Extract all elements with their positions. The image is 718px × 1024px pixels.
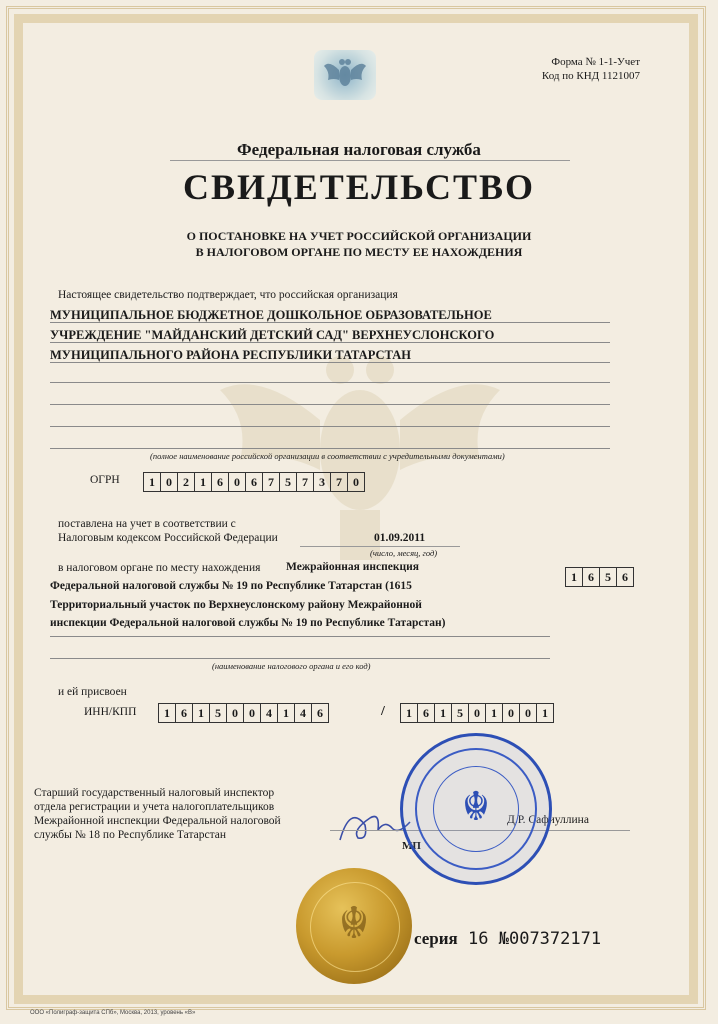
form-number: Форма № 1-1-Учет (551, 56, 640, 68)
subtitle-line-2: В НАЛОГОВОМ ОРГАНЕ ПО МЕСТУ ЕЕ НАХОЖДЕНИЯ (195, 245, 523, 259)
authority-code-digit: 5 (600, 568, 617, 586)
inn-digit: 1 (159, 704, 176, 722)
gold-seal (296, 868, 412, 984)
inn-digit: 0 (227, 704, 244, 722)
authority-line-3: Территориальный участок по Верхнеуслонскому району Межрайонной (50, 599, 422, 611)
organization-line-1: МУНИЦИПАЛЬНОЕ БЮДЖЕТНОЕ ДОШКОЛЬНОЕ ОБРАЗОВАТЕЛЬНОЕ (50, 308, 492, 322)
official-title (34, 786, 281, 842)
date-note: (число, месяц, год) (370, 548, 438, 558)
kpp-digit: 1 (542, 706, 548, 720)
inn-kpp-separator: / (381, 704, 385, 719)
kpp-digit: 0 (469, 704, 486, 722)
blue-stamp (400, 733, 552, 885)
eagle-icon (314, 50, 376, 100)
rule (50, 658, 550, 659)
registration-line-1: поставлена на учет в соответствии с (58, 518, 236, 530)
assigned-label: и ей присвоен (58, 686, 127, 698)
ogrn-digit: 2 (178, 473, 195, 491)
serial-series: 16 (468, 929, 489, 949)
registration-date: 01.09.2011 (374, 532, 426, 544)
ogrn-digit: 3 (314, 473, 331, 491)
official-line-2: отдела регистрации и учета налогоплательщиков (34, 801, 275, 813)
authority-code-boxes (565, 567, 634, 587)
ogrn-digit: 0 (229, 473, 246, 491)
certificate-subtitle (0, 228, 718, 260)
authority-note: (наименование налогового органа и его код) (212, 661, 371, 671)
registration-line-2: Налоговым кодексом Российской Федерации (58, 532, 278, 544)
kpp-digit: 0 (520, 704, 537, 722)
inn-kpp-label: ИНН/КПП (84, 706, 137, 718)
mp-label: МП (402, 840, 421, 852)
ogrn-boxes (143, 472, 365, 492)
form-identifier (542, 55, 640, 83)
ogrn-digit: 7 (263, 473, 280, 491)
ogrn-digit: 1 (144, 473, 161, 491)
form-code: Код по КНД 1121007 (541, 70, 640, 82)
inn-boxes (158, 703, 329, 723)
rule (50, 382, 610, 383)
certificate-title: СВИДЕТЕЛЬСТВО (182, 167, 536, 207)
kpp-digit: 1 (435, 704, 452, 722)
serial-label: серия (414, 929, 458, 948)
ogrn-digit: 7 (297, 473, 314, 491)
agency-underline (170, 160, 570, 161)
organization-line-3: МУНИЦИПАЛЬНОГО РАЙОНА РЕСПУБЛИКИ ТАТАРСТАН (50, 348, 411, 362)
kpp-digit: 5 (452, 704, 469, 722)
kpp-digit: 6 (418, 704, 435, 722)
authority-line-1: Межрайонная инспекция (286, 561, 419, 573)
authority-code-digit: 1 (566, 568, 583, 586)
kpp-digit: 1 (486, 704, 503, 722)
inn-digit: 5 (210, 704, 227, 722)
kpp-digit: 1 (401, 704, 418, 722)
official-line-1: Старший государственный налоговый инспектор (34, 787, 275, 799)
ogrn-digit: 0 (161, 473, 178, 491)
kpp-digit: 0 (503, 704, 520, 722)
ogrn-digit: 6 (246, 473, 263, 491)
kpp-boxes (400, 703, 554, 723)
inn-digit: 1 (278, 704, 295, 722)
official-line-3: Межрайонной инспекции Федеральной налоговой (34, 815, 281, 827)
inn-digit: 4 (261, 704, 278, 722)
official-name: Д.Р. Сафиуллина (507, 814, 589, 826)
inn-digit: 0 (244, 704, 261, 722)
authority-code-digit: 6 (622, 570, 628, 584)
ogrn-digit: 0 (353, 475, 359, 489)
authority-code-digit: 6 (583, 568, 600, 586)
rule (50, 362, 610, 363)
ogrn-digit: 6 (212, 473, 229, 491)
hologram-emblem (314, 50, 376, 100)
rule (50, 448, 610, 449)
serial-no: №007372171 (498, 929, 602, 949)
subtitle-line-1: О ПОСТАНОВКЕ НА УЧЕТ РОССИЙСКОЙ ОРГАНИЗАЦИИ (186, 229, 532, 243)
rule (50, 426, 610, 427)
organization-name (50, 305, 550, 365)
ogrn-digit: 1 (195, 473, 212, 491)
authority-line-2: Федеральной налоговой службы № 19 по Республике Татарстан (1615 (50, 580, 412, 592)
organization-line-2: УЧРЕЖДЕНИЕ "МАЙДАНСКИЙ ДЕТСКИЙ САД" ВЕРХНЕУСЛОНСКОГО (50, 328, 495, 342)
printer-footer: ООО «Полиграф-защита СПб», Москва, 2013, уровень «В» (30, 1010, 196, 1016)
inn-digit: 1 (193, 704, 210, 722)
ogrn-digit: 7 (331, 473, 348, 491)
agency-title: Федеральная налоговая служба (237, 140, 481, 159)
intro-text: Настоящее свидетельство подтверждает, что российская организация (58, 289, 398, 301)
date-underline (300, 546, 460, 547)
official-line-4: службы № 18 по Республике Татарстан (34, 829, 227, 841)
rule (50, 342, 610, 343)
inn-digit: 6 (317, 706, 323, 720)
rule (50, 636, 550, 637)
inn-digit: 4 (295, 704, 312, 722)
ogrn-label: ОГРН (90, 474, 120, 486)
inn-digit: 6 (176, 704, 193, 722)
place-label: в налоговом органе по месту нахождения (58, 562, 261, 574)
rule (50, 404, 610, 405)
ogrn-digit: 5 (280, 473, 297, 491)
eagle-icon: ☬ (461, 784, 491, 829)
eagle-icon: ☬ (338, 899, 370, 948)
serial-number (414, 929, 601, 949)
organization-note: (полное наименование российской организации в соответствии с учредительными документами) (150, 451, 505, 461)
authority-line-4: инспекции Федеральной налоговой службы № 19 по Республике Татарстан) (50, 617, 446, 629)
rule (50, 322, 610, 323)
